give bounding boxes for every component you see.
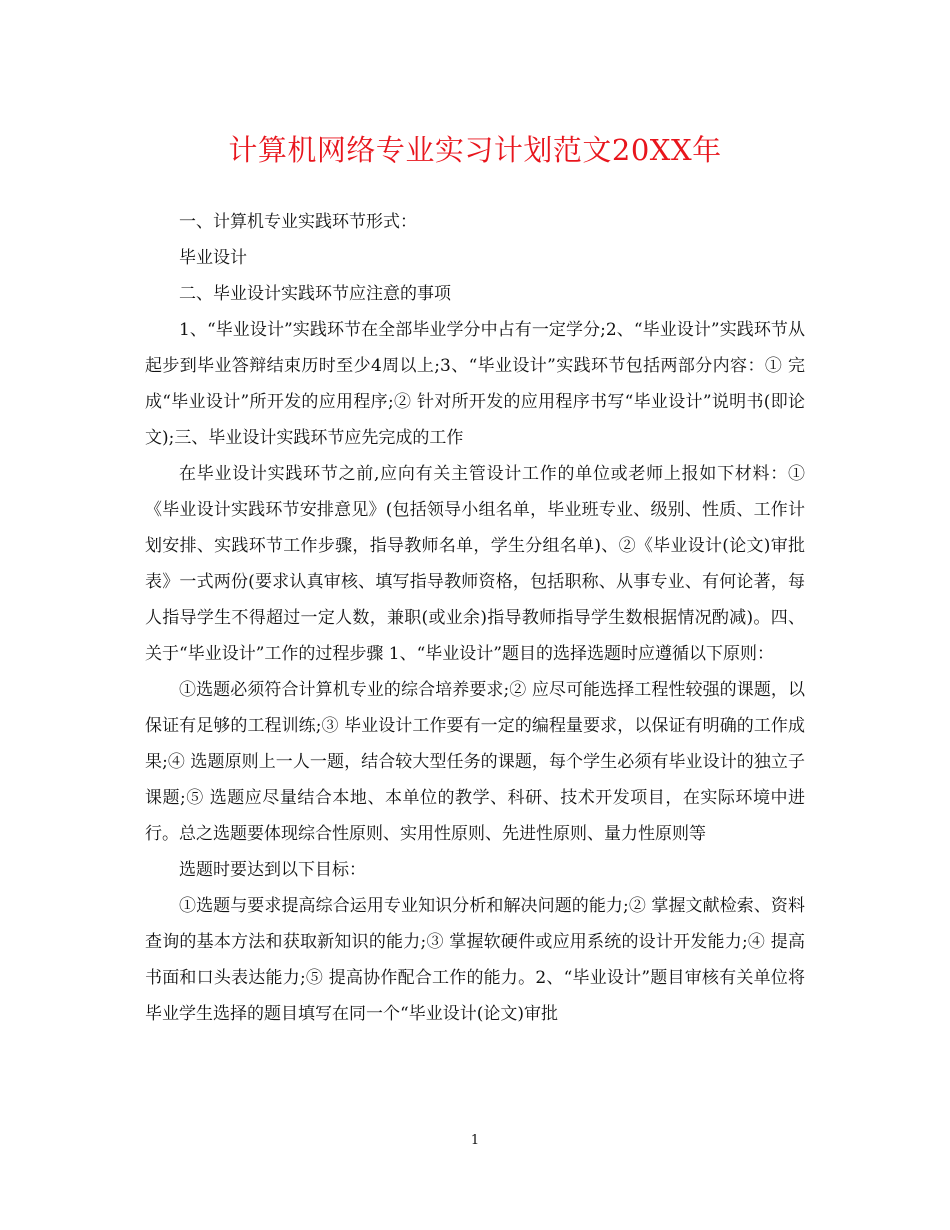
section-heading-1: 一、计算机专业实践环节形式：: [179, 212, 417, 232]
page-title: 计算机网络专业实习计划范文20XX年: [228, 133, 722, 167]
paragraph-materials: 在毕业设计实践环节之前,应向有关主管设计工作的单位或老师上报如下材料：①《毕业设计实践环节安排意见》(包括领导小组名单，毕业班专业、级别、性质、工作计划安排、实践环节工作步骤，指导教师名单，学生分组名单)、②《毕业设计(论文)审批表》一式两份(要求认真审核、填写指导教师资格，包括职称、从事专业、有何论著，每人指导学生不得超过一定人数，兼职(或业余)指导教师指导学生数根据情况酌减)。四、关于“毕业设计”工作的过程步骤 1、“毕业设计”题目的选择选题时应遵循以下原则：: [145, 464, 805, 664]
paragraph-graduation-design: 毕业设计: [179, 248, 247, 268]
paragraph-notes: 1、“毕业设计”实践环节在全部毕业学分中占有一定学分;2、“毕业设计”实践环节从起步到毕业答辩结束历时至少4周以上;3、“毕业设计”实践环节包括两部分内容：① 完成“毕业设计”所开发的应用程序;② 针对所开发的应用程序书写“毕业设计”说明书(即论文);三、毕业设计实践环节应先完成的工作: [145, 320, 805, 448]
section-heading-2: 二、毕业设计实践环节应注意的事项: [179, 284, 451, 304]
document-body: [145, 204, 805, 1032]
paragraph-goals-heading: 选题时要达到以下目标：: [179, 860, 366, 880]
page-number: 1: [470, 1133, 480, 1148]
paragraph-goals: ①选题与要求提高综合运用专业知识分析和解决问题的能力;② 掌握文献检索、资料查询的基本方法和获取新知识的能力;③ 掌握软硬件或应用系统的设计开发能力;④ 提高书面和口头表达能力;⑤ 提高协作配合工作的能力。2、“毕业设计”题目审核有关单位将毕业学生选择的题目填写在同一个“毕业设计(论文)审批: [145, 896, 805, 1024]
paragraph-topic-principles: ①选题必须符合计算机专业的综合培养要求;② 应尽可能选择工程性较强的课题，以保证有足够的工程训练;③ 毕业设计工作要有一定的编程量要求，以保证有明确的工作成果;④ 选题原则上一人一题，结合较大型任务的课题，每个学生必须有毕业设计的独立子课题;⑤ 选题应尽量结合本地、本单位的教学、科研、技术开发项目，在实际环境中进行。总之选题要体现综合性原则、实用性原则、先进性原则、量力性原则等: [145, 680, 805, 844]
